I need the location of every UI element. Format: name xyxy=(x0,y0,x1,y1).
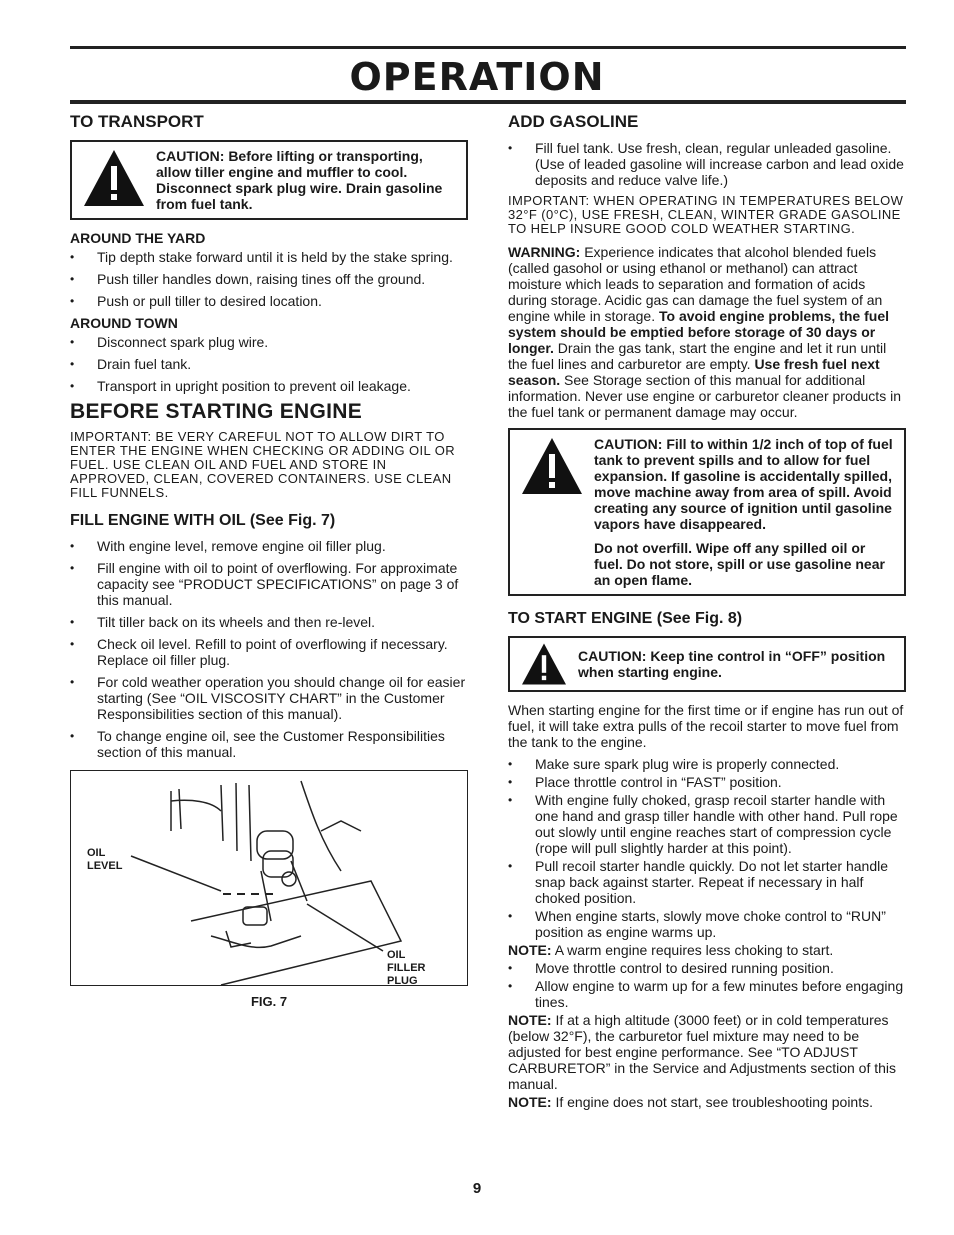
page-number: 9 xyxy=(472,1180,482,1197)
note-2 xyxy=(508,1012,906,1092)
note-3 xyxy=(508,1094,906,1110)
transport-caution-box xyxy=(70,140,468,220)
transport-heading: TO TRANSPORT xyxy=(70,112,204,131)
fill-oil-list xyxy=(70,538,468,760)
left-column xyxy=(70,112,468,1009)
list-item: • To change engine oil, see the Customer Responsibilities section of this manual. xyxy=(70,728,468,760)
gasoline-important-text: IMPORTANT: WHEN OPERATING IN TEMPERATURES BELOW 32°F (0°C), USE FRESH, CLEAN, WINTER GRADE GASOLINE TO HELP INSURE GOOD COLD WEATHER STARTING. xyxy=(508,193,904,236)
gasoline-list xyxy=(508,140,906,188)
warning-bold-2: Use fresh fuel next season. xyxy=(508,356,880,388)
start-caution-box xyxy=(508,636,906,692)
fuel-caution-box xyxy=(508,428,906,596)
note-label: NOTE: xyxy=(508,1094,552,1110)
warning-part-c: See Storage section of this manual for additional information. Never use engine or carburetor cleaner products in the fuel tank or permanent damage may occur. xyxy=(508,372,901,420)
list-item: • Check oil level. Refill to point of overflowing if necessary. Replace oil filler plug. xyxy=(70,636,468,668)
yard-heading: AROUND THE YARD xyxy=(70,230,206,246)
list-item: • When engine starts, slowly move choke control to “RUN” position as engine warms up. xyxy=(508,908,906,940)
town-heading: AROUND TOWN xyxy=(70,315,178,331)
warning-bold-1: To avoid engine problems, the fuel system should be emptied before storage of 30 days or longer. xyxy=(508,308,889,356)
warning-label: WARNING: xyxy=(508,244,581,260)
before-important-text: IMPORTANT: BE VERY CAREFUL NOT TO ALLOW DIRT TO ENTER THE ENGINE WHEN CHECKING OR ADDING OIL OR FUEL. USE CLEAN OIL AND FUEL AND STORE IN APPROVED, CLEAN, COVERED CONTAINERS. USE CLEAN FILL FUNNELS. xyxy=(70,429,456,500)
note-3-text: If engine does not start, see troubleshooting points. xyxy=(555,1094,873,1110)
yard-list xyxy=(70,249,468,309)
warning-icon xyxy=(520,436,584,496)
list-item: • Transport in upright position to prevent oil leakage. xyxy=(70,378,468,394)
note-2-text: If at a high altitude (3000 feet) or in cold temperatures (below 32°F), the carburetor fuel mixture may need to be adjusted for best engine performance. See “TO ADJUST CARBURETOR” in the Service and Adjustments section of this manual. xyxy=(508,1012,897,1092)
start-caution-text: CAUTION: Keep tine control in “OFF” position when starting engine. xyxy=(578,648,886,680)
figure-7 xyxy=(70,770,468,986)
list-item: • Allow engine to warm up for a few minutes before engaging tines. xyxy=(508,978,906,1010)
list-item: • Place throttle control in “FAST” position. xyxy=(508,774,906,790)
note-label: NOTE: xyxy=(508,1012,552,1028)
list-item: • Push tiller handles down, raising tines off the ground. xyxy=(70,271,468,287)
list-item: • Fill fuel tank. Use fresh, clean, regular unleaded gasoline. (Use of leaded gasoline will increase carbon and lead oxide deposits and reduce valve life.) xyxy=(508,140,906,188)
figure-caption: FIG. 7 xyxy=(250,994,288,1009)
warmup-list xyxy=(508,960,906,1010)
list-item: • Fill engine with oil to point of overflowing. For approximate capacity see “PRODUCT SPECIFICATIONS” on page 3 of this manual. xyxy=(70,560,468,608)
before-starting-heading: BEFORE STARTING ENGINE xyxy=(70,400,363,423)
transport-caution-text: CAUTION: Before lifting or transporting, allow tiller engine and muffler to cool. Disconnect spark plug wire. Drain gasoline from fuel tank. xyxy=(156,148,443,212)
fuel-caution-text: CAUTION: Fill to within 1/2 inch of top of fuel tank to prevent spills and to allow for fuel expansion. If gasoline is accidentally spilled, move machine away from area of spill. Avoid creating any source of ignition until gasoline vapors have disappeared. xyxy=(594,436,893,532)
list-item: • Tilt tiller back on its wheels and then re-level. xyxy=(70,614,468,630)
note-1 xyxy=(508,942,906,958)
list-item: • Tip depth stake forward until it is held by the stake spring. xyxy=(70,249,468,265)
title-underline xyxy=(70,100,906,104)
oil-level-label: OIL LEVEL xyxy=(87,847,123,872)
start-intro-text: When starting engine for the first time or if engine has run out of fuel, it will take extra pulls of the recoil starter to move fuel from the tank to the engine. xyxy=(508,702,904,750)
warning-part-b: Drain the gas tank, start the engine and let it run until the fuel lines and carburetor are empty. xyxy=(508,340,887,372)
list-item: • Make sure spark plug wire is properly connected. xyxy=(508,756,906,772)
add-gasoline-heading: ADD GASOLINE xyxy=(508,112,639,131)
list-item: • Push or pull tiller to desired location. xyxy=(70,293,468,309)
fill-oil-heading: FILL ENGINE WITH OIL (See Fig. 7) xyxy=(70,512,336,529)
note-1-text: A warm engine requires less choking to start. xyxy=(554,942,834,958)
list-item: • Disconnect spark plug wire. xyxy=(70,334,468,350)
start-steps-list xyxy=(508,756,906,940)
right-column xyxy=(508,112,906,1116)
list-item: • With engine fully choked, grasp recoil starter handle with one hand and grasp tiller handle with other hand. Pull rope out slowly until engine reaches start of compression cycle (rope will pull slightly harder at this point). xyxy=(508,792,906,856)
start-engine-heading: TO START ENGINE (See Fig. 8) xyxy=(508,610,743,627)
warning-part-a: Experience indicates that alcohol blended fuels (called gasohol or using ethanol or methanol) can attract moisture which leads to separation and formation of acids during storage. Acidic gas can damage the fuel system of an engine while in storage. xyxy=(508,244,883,324)
gasoline-warning-text xyxy=(508,244,906,420)
list-item: • Move throttle control to desired running position. xyxy=(508,960,906,976)
list-item: • Drain fuel tank. xyxy=(70,356,468,372)
page-title: OPERATION xyxy=(349,55,605,99)
list-item: • For cold weather operation you should change oil for easier starting (See “OIL VISCOSITY CHART” in the Customer Responsibilities section of this manual). xyxy=(70,674,468,722)
top-rule xyxy=(70,46,906,49)
list-item: • With engine level, remove engine oil filler plug. xyxy=(70,538,468,554)
warning-icon xyxy=(520,642,568,686)
town-list xyxy=(70,334,468,394)
overfill-caution-text: Do not overfill. Wipe off any spilled oil or fuel. Do not store, spill or use gasoline near an open flame. xyxy=(594,540,885,588)
warning-icon xyxy=(82,148,146,208)
list-item: • Pull recoil starter handle quickly. Do not let starter handle snap back against starter. Repeat if necessary in half choked position. xyxy=(508,858,906,906)
oil-filler-plug-label: OIL FILLER PLUG xyxy=(387,949,426,987)
note-label: NOTE: xyxy=(508,942,552,958)
